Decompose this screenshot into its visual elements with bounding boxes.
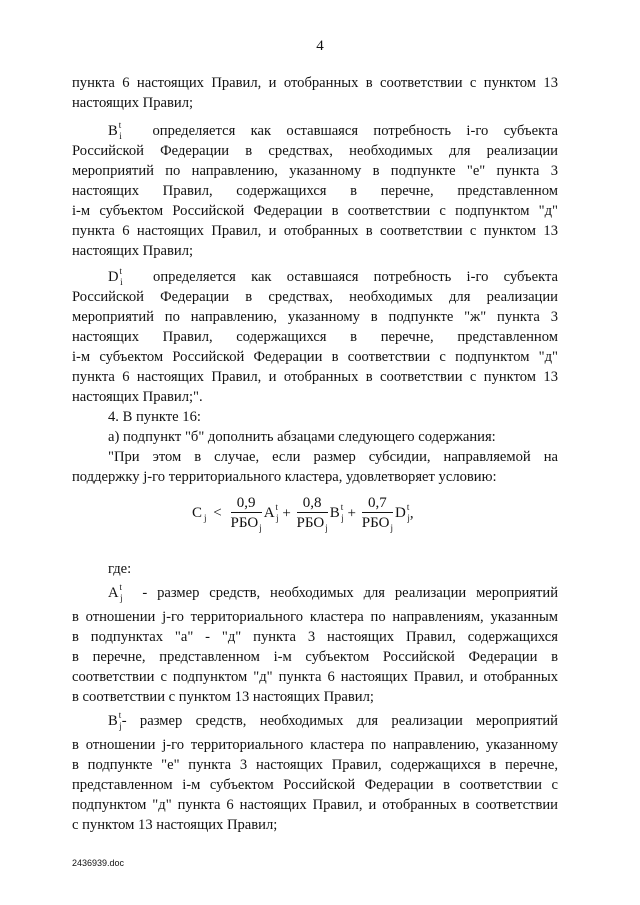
paragraph-1-line-2: настоящих Правил;	[72, 95, 194, 111]
paragraph-9-line-1: $B^t_j-$ размер средств, необходимых для реализации мероприятий	[108, 710, 558, 731]
paragraph-3-line-3: мероприятий по направлению, указанному в подпункте "ж" пункта 3	[72, 309, 558, 325]
paragraph-3-line-1: $D^t_i$ определяется как оставшаяся потребность i-го субъекта	[108, 266, 559, 287]
fraction-3: $\frac{0,7}{РБО_j}$	[361, 495, 393, 533]
paragraph-5: а) подпункт "б" дополнить абзацами следующего содержания:	[108, 429, 496, 445]
paragraph-2-line-4: настоящих Правил, содержащихся в перечне, представленном	[72, 183, 558, 199]
paragraph-9-line-4: представленном i-м субъектом Российской Федерации в соответствии с	[72, 777, 558, 793]
paragraph-6-line-1: "При этом в случае, если размер субсидии, направляемой на	[108, 449, 558, 465]
plus-1: +	[282, 505, 291, 522]
fraction-1: $\frac{0,9}{РБО_j}$	[230, 495, 262, 533]
term-a: $A^t_j$	[263, 502, 279, 524]
paragraph-8-line-3: в подпунктах "а" - "д" пункта 3 настоящих Правил, содержащихся	[72, 629, 558, 645]
variable-d-i: $D^t_i$	[108, 266, 123, 287]
paragraph-2-line-5: i-м субъектом Российской Федерации в соответствии с подпунктом "д"	[72, 203, 558, 219]
paragraph-2-line-6: пункта 6 настоящих Правил, и отобранных в соответствии с пунктом 13	[72, 223, 558, 239]
paragraph-3-line-2: Российской Федерации в средствах, необходимых для реализации	[72, 289, 558, 305]
fraction-2: $\frac{0,8}{РБО_j}$	[296, 495, 328, 533]
paragraph-8-line-1: $A^t_j$ - размер средств, необходимых для реализации мероприятий	[108, 582, 559, 603]
paragraph-9-line-2: в отношении j-го территориального кластера по направлению, указанному	[72, 737, 558, 753]
paragraph-8-line-6: в соответствии с пунктом 13 настоящих Правил;	[72, 689, 374, 705]
paragraph-1-line-1: пункта 6 настоящих Правил, и отобранных в соответствии с пунктом 13	[72, 75, 558, 91]
formula-operator: <	[213, 505, 222, 522]
paragraph-7: где:	[108, 561, 132, 577]
paragraph-2-line-7: настоящих Правил;	[72, 243, 194, 259]
paragraph-4: 4. В пункте 16:	[108, 409, 201, 425]
variable-b-j: $B^t_j$	[108, 710, 122, 731]
subsidy-condition-formula	[192, 494, 414, 534]
variable-a-j: $A^t_j$	[108, 582, 123, 603]
paragraph-3-line-4: настоящих Правил, содержащихся в перечне, представленном	[72, 329, 558, 345]
term-d: $D^t_j$	[394, 502, 410, 524]
paragraph-9-line-6: с пунктом 13 настоящих Правил;	[72, 817, 278, 833]
paragraph-8-line-5: соответствии с подпунктом "д" пункта 6 настоящих Правил, и отобранных	[72, 669, 558, 685]
paragraph-6-line-2: поддержку j-го территориального кластера, удовлетворяет условию:	[72, 469, 497, 485]
document-filename: 2436939.doc	[72, 858, 125, 868]
paragraph-2-line-2: Российской Федерации в средствах, необходимых для реализации	[72, 143, 558, 159]
paragraph-2-line-1: $B^t_i$ определяется как оставшаяся потребность i-го субъекта	[108, 120, 559, 141]
paragraph-9-line-3: в подпункте "е" пункта 3 настоящих Правил, содержащихся в перечне,	[72, 757, 558, 773]
term-b: $B^t_j$	[329, 502, 344, 524]
variable-b-i: $B^t_i$	[108, 120, 122, 141]
page-number: 4	[316, 38, 324, 54]
paragraph-3-line-7: настоящих Правил;".	[72, 389, 203, 405]
paragraph-3-line-5: i-м субъектом Российской Федерации в соответствии с подпунктом "д"	[72, 349, 558, 365]
paragraph-3-line-6: пункта 6 настоящих Правил, и отобранных в соответствии с пунктом 13	[72, 369, 558, 385]
formula-lhs: C $_j$	[192, 505, 207, 524]
paragraph-9-line-5: подпунктом "д" пункта 6 настоящих Правил, и отобранных в соответствии	[72, 797, 558, 813]
paragraph-8-line-2: в отношении j-го территориального кластера по направлениям, указанным	[72, 609, 558, 625]
paragraph-2-line-3: мероприятий по направлению, указанному в подпункте "е" пункта 3	[72, 163, 558, 179]
formula-tail: ,	[409, 505, 414, 522]
plus-2: +	[347, 505, 357, 522]
paragraph-8-line-4: в перечне, представленном i-м субъектом Российской Федерации в	[72, 649, 558, 665]
